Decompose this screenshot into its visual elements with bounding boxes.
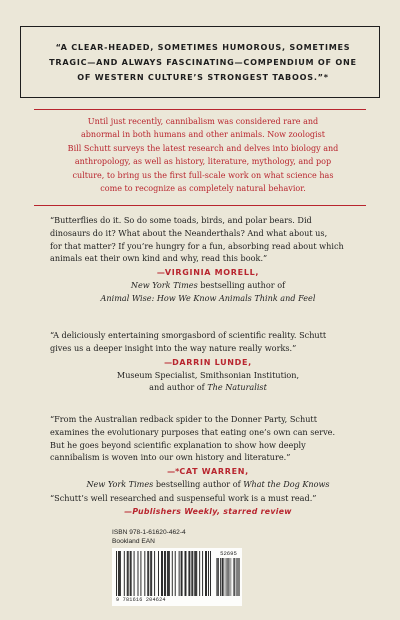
attribution-role: and author of bbox=[149, 382, 205, 392]
barcode-bar bbox=[118, 551, 119, 596]
quote-line: animals eat their own kind and why, read this book.” bbox=[50, 253, 268, 264]
barcode-bar bbox=[205, 551, 206, 596]
headline-line: “A CLEAR-HEADED, SOMETIMES HUMOROUS, SOMETIMES bbox=[55, 42, 351, 52]
barcode-bar bbox=[164, 551, 165, 596]
attribution-dash: — bbox=[124, 506, 133, 516]
barcode-bar bbox=[167, 551, 168, 596]
barcode-bar bbox=[233, 558, 234, 596]
barcode-bar bbox=[202, 551, 203, 596]
barcode-bar bbox=[134, 551, 135, 596]
barcode-bar bbox=[206, 551, 207, 596]
headline-line: OF WESTERN CULTURE’S STRONGEST TABOOS.”* bbox=[77, 72, 329, 83]
book-title: The Naturalist bbox=[207, 382, 267, 392]
attribution-role: bestselling author of bbox=[200, 280, 286, 291]
barcode-bar bbox=[199, 551, 200, 596]
barcode-bar bbox=[221, 558, 222, 596]
isbn-number: ISBN 978-1-61620-462-4 bbox=[112, 529, 186, 536]
quote-line: “From the Australian redback spider to the Donner Party, Schutt bbox=[50, 414, 317, 424]
barcode-bar bbox=[195, 551, 196, 596]
barcode-bar bbox=[186, 551, 187, 596]
quote-line: But he goes beyond scientific explanation to show how deeply bbox=[50, 439, 306, 450]
quote-line: for that matter? If you’re hungry for a fun, absorbing read about which bbox=[50, 240, 344, 251]
barcode-bar bbox=[236, 558, 237, 596]
attribution bbox=[50, 465, 366, 490]
quote-line: examines the evolutionary purposes that eating one’s own can serve. bbox=[50, 426, 336, 437]
barcode-bar bbox=[148, 551, 149, 596]
intro-line: come to recognize as completely natural behavior. bbox=[100, 184, 306, 194]
barcode-bar bbox=[130, 551, 131, 596]
barcode-bar bbox=[189, 551, 190, 596]
barcode-bar bbox=[222, 558, 223, 596]
attribution-note: , starred review bbox=[217, 506, 292, 516]
publication-name: Publishers Weekly bbox=[132, 506, 218, 516]
attribution-dash: — bbox=[164, 357, 173, 367]
attribution bbox=[50, 266, 366, 304]
attribution-name: CAT WARREN, bbox=[179, 467, 249, 477]
price-code: 52695 bbox=[220, 550, 237, 557]
barcode-bar bbox=[218, 558, 219, 596]
barcode-bar bbox=[124, 551, 125, 596]
book-title: What the Dog Knows bbox=[243, 479, 330, 490]
blurb-morell bbox=[50, 214, 366, 304]
barcode-bar bbox=[228, 558, 229, 596]
barcode-bar bbox=[196, 551, 197, 596]
barcode bbox=[112, 548, 242, 606]
barcode-bar bbox=[238, 558, 239, 596]
middle-rule bbox=[34, 205, 366, 206]
barcode-bar bbox=[191, 551, 192, 596]
barcode-bar bbox=[234, 558, 235, 596]
barcode-bar bbox=[128, 551, 129, 596]
barcode-bar bbox=[179, 551, 180, 596]
barcode-bar bbox=[237, 558, 238, 596]
barcode-bar bbox=[222, 558, 223, 596]
blurb-publishers-weekly bbox=[50, 492, 366, 518]
attribution-role: Museum Specialist, Smithsonian Institution, bbox=[116, 369, 300, 380]
barcode-bar bbox=[223, 558, 224, 596]
blurb-warren bbox=[50, 413, 366, 491]
intro-line: anthropology, as well as history, literature, mythology, and pop bbox=[74, 157, 332, 167]
book-title: Animal Wise: How We Know Animals Think and Feel bbox=[100, 292, 316, 303]
barcode-bar bbox=[144, 551, 145, 596]
barcode-digits: 9 781616 204624 bbox=[116, 597, 166, 603]
quote-line: gives us a deeper insight into the way nature really works.” bbox=[50, 342, 297, 353]
quote-line: dinosaurs do it? What about the Neanderthals? And what about us, bbox=[50, 227, 328, 238]
barcode-bar bbox=[181, 551, 182, 596]
barcode-bar bbox=[227, 558, 228, 596]
barcode-bar bbox=[161, 551, 162, 596]
barcode-bar bbox=[162, 551, 163, 596]
headline-line: TRAGIC—AND ALWAYS FASCINATING—COMPENDIUM OF ONE bbox=[49, 57, 357, 68]
attribution-name: DARRIN LUNDE, bbox=[172, 357, 252, 367]
barcode-bar bbox=[127, 551, 128, 596]
barcode-bar bbox=[218, 558, 219, 596]
barcode-bar bbox=[217, 558, 218, 596]
top-rule bbox=[34, 109, 366, 110]
barcode-bar bbox=[208, 551, 209, 596]
blurb-lunde bbox=[50, 329, 366, 393]
barcode-bar bbox=[239, 558, 240, 596]
quote-line: cannibalism is woven into our own history and literature.” bbox=[50, 452, 291, 463]
attribution bbox=[50, 356, 366, 394]
barcode-bar bbox=[169, 551, 170, 596]
barcode-bar bbox=[172, 551, 173, 596]
barcode-bar bbox=[138, 551, 139, 596]
barcode-bar bbox=[231, 558, 232, 596]
barcode-bar bbox=[147, 551, 148, 596]
barcode-bar bbox=[116, 551, 117, 596]
isbn-block bbox=[112, 528, 186, 546]
barcode-bar bbox=[131, 551, 132, 596]
barcode-bar bbox=[120, 551, 121, 596]
barcode-bar bbox=[227, 558, 228, 596]
quote-line: “A deliciously entertaining smorgasbord of scientific reality. Schutt bbox=[50, 330, 327, 340]
barcode-bar bbox=[229, 558, 230, 596]
barcode-bar bbox=[158, 551, 159, 596]
barcode-bar bbox=[150, 551, 151, 596]
publication-name: New York Times bbox=[130, 280, 198, 291]
barcode-bar bbox=[235, 558, 236, 596]
intro-line: Until just recently, cannibalism was considered rare and bbox=[87, 117, 319, 126]
publication-name: New York Times bbox=[86, 479, 154, 490]
quote-line: “Schutt’s well researched and suspenseful work is a must read.” bbox=[50, 493, 317, 503]
quote-line: “Butterflies do it. So do some toads, birds, and polar bears. Did bbox=[50, 215, 312, 225]
barcode-bar bbox=[140, 551, 141, 596]
barcode-bar bbox=[151, 551, 152, 596]
intro-paragraph bbox=[36, 115, 370, 195]
barcode-bar bbox=[192, 551, 193, 596]
attribution-name: VIRGINIA MORELL, bbox=[164, 268, 260, 278]
attribution-dash: —* bbox=[167, 467, 180, 477]
intro-line: abnormal in both humans and other animals. Now zoologist bbox=[80, 130, 325, 140]
barcode-bar bbox=[175, 551, 176, 596]
headline-box bbox=[20, 26, 380, 98]
barcode-bar bbox=[188, 551, 189, 596]
barcode-bar bbox=[194, 551, 195, 596]
barcode-bar bbox=[182, 551, 183, 596]
intro-line: Bill Schutt surveys the latest research and delves into biology and bbox=[67, 143, 339, 153]
barcode-bar bbox=[225, 558, 226, 596]
attribution bbox=[50, 505, 366, 518]
attribution-dash: — bbox=[156, 268, 165, 278]
barcode-bar bbox=[165, 551, 166, 596]
attribution-role: bestselling author of bbox=[155, 479, 241, 490]
isbn-label: Bookland EAN bbox=[112, 538, 155, 545]
barcode-bar bbox=[216, 558, 217, 596]
barcode-bar bbox=[168, 551, 169, 596]
intro-line: culture, to bring us the first full-scale work on what science has bbox=[72, 170, 334, 180]
barcode-bar bbox=[210, 551, 211, 596]
barcode-bar bbox=[154, 551, 155, 596]
barcode-bar bbox=[220, 558, 221, 596]
barcode-bar bbox=[185, 551, 186, 596]
barcode-bar bbox=[119, 551, 120, 596]
headline-quote bbox=[43, 40, 363, 86]
